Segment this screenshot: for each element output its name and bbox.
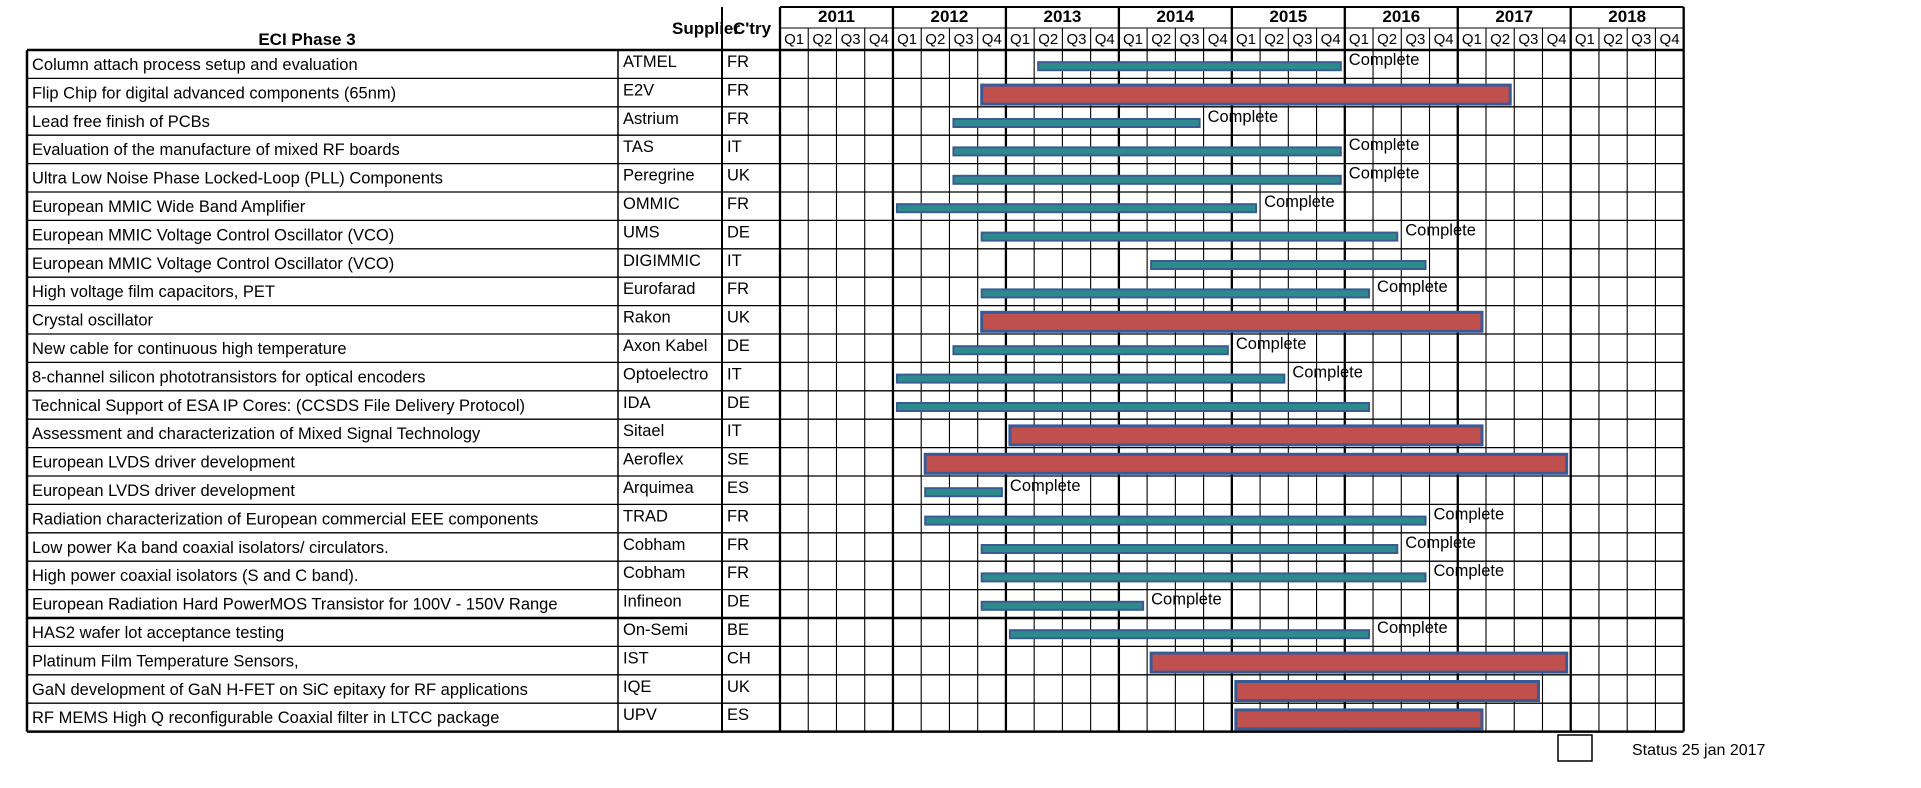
supplier-label: Arquimea: [623, 479, 694, 497]
supplier-label: IDA: [623, 393, 651, 412]
quarter-label: Q1: [1461, 31, 1482, 48]
gantt-bar: [982, 312, 1482, 331]
gantt-bar: [1038, 62, 1341, 70]
quarter-label: Q2: [1490, 31, 1511, 48]
status-label: Complete: [1377, 619, 1448, 637]
gantt-bar: [953, 176, 1340, 184]
gantt-bar: [1236, 710, 1482, 729]
status-label: Complete: [1207, 107, 1279, 126]
activity-label: European MMIC Voltage Control Oscillator (VCO): [32, 254, 395, 273]
country-label: UK: [727, 308, 750, 327]
supplier-label: ATMEL: [623, 53, 677, 71]
supplier-label: Sitael: [623, 422, 665, 441]
country-label: DE: [727, 337, 750, 355]
country-label: FR: [727, 81, 749, 100]
supplier-column-header: Supplier: [671, 19, 741, 38]
gantt-bar: [897, 375, 1284, 383]
country-label: DE: [727, 393, 750, 412]
gantt-bar: [897, 204, 1256, 212]
supplier-label: On-Semi: [623, 621, 689, 639]
activity-label: European MMIC Voltage Control Oscillator (VCO): [32, 226, 395, 245]
status-date: Status 25 jan 2017: [1632, 742, 1766, 759]
country-label: FR: [727, 280, 749, 299]
activity-label: GaN development of GaN H-FET on SiC epitaxy for RF applications: [32, 680, 528, 699]
activity-label: European MMIC Wide Band Amplifier: [32, 198, 306, 216]
activity-label: 8-channel silicon phototransistors for optical encoders: [32, 368, 426, 387]
supplier-label: UPV: [623, 706, 657, 725]
gantt-bar: [1010, 426, 1482, 445]
country-label: UK: [727, 677, 750, 696]
activity-label: Flip Chip for digital advanced components (65nm): [32, 84, 397, 103]
gantt-bar: [982, 602, 1143, 610]
activity-label: European LVDS driver development: [32, 453, 295, 472]
status-label: Complete: [1235, 335, 1307, 353]
quarter-label: Q1: [897, 31, 918, 48]
year-label: 2015: [1269, 7, 1308, 26]
activity-label: European Radiation Hard PowerMOS Transistor for 100V - 150V Range: [32, 595, 558, 614]
quarter-label: Q3: [1518, 31, 1539, 48]
status-marker-box: [1558, 735, 1592, 761]
activity-label: HAS2 wafer lot acceptance testing: [32, 624, 285, 642]
activity-label: New cable for continuous high temperature: [32, 340, 347, 358]
year-label: 2018: [1608, 7, 1647, 26]
quarter-label: Q2: [812, 31, 833, 48]
quarter-label: Q4: [1659, 31, 1680, 48]
status-label: Complete: [1405, 221, 1476, 240]
status-label: Complete: [1377, 278, 1448, 297]
supplier-label: Optoelectro: [623, 365, 709, 384]
gantt-bar: [982, 289, 1369, 297]
activity-label: RF MEMS High Q reconfigurable Coaxial filter in LTCC package: [32, 709, 500, 728]
country-label: FR: [727, 535, 749, 554]
country-label: IT: [727, 365, 742, 384]
status-label: Complete: [1348, 136, 1420, 155]
quarter-label: Q2: [1151, 31, 1172, 48]
activity-label: Low power Ka band coaxial isolators/ circulators.: [32, 538, 389, 557]
activity-label: European LVDS driver development: [32, 482, 295, 500]
status-label: Complete: [1348, 164, 1420, 183]
supplier-label: DIGIMMIC: [623, 251, 701, 270]
quarter-label: Q3: [1405, 31, 1426, 48]
gantt-bar: [897, 403, 1369, 411]
gantt-bar: [953, 119, 1199, 127]
quarter-label: Q2: [1264, 31, 1285, 48]
supplier-label: Infineon: [623, 592, 682, 611]
activity-label: Platinum Film Temperature Sensors,: [32, 652, 299, 671]
supplier-label: Rakon: [623, 308, 671, 327]
gantt-bar: [1010, 630, 1369, 638]
year-label: 2016: [1382, 7, 1421, 26]
gantt-bar: [925, 454, 1567, 473]
gantt-bar: [925, 488, 1002, 496]
country-label: FR: [727, 564, 749, 583]
status-label: Complete: [1292, 363, 1363, 382]
supplier-label: Axon Kabel: [623, 337, 708, 355]
country-label: SE: [727, 450, 750, 469]
year-label: 2017: [1495, 7, 1534, 26]
supplier-label: Eurofarad: [623, 280, 696, 299]
gantt-bar: [953, 346, 1227, 354]
quarter-label: Q1: [1348, 31, 1369, 48]
quarter-label: Q4: [868, 31, 889, 48]
country-label: FR: [727, 195, 749, 213]
gantt-bar: [1151, 261, 1425, 269]
gantt-bar: [982, 85, 1511, 104]
status-label: Complete: [1009, 477, 1081, 495]
year-label: 2011: [818, 7, 855, 26]
country-label: IT: [727, 251, 742, 270]
country-label: FR: [727, 507, 749, 526]
supplier-label: IST: [623, 649, 649, 668]
quarter-label: Q3: [1179, 31, 1200, 48]
quarter-label: Q3: [953, 31, 974, 48]
status-label: Complete: [1433, 562, 1505, 581]
year-label: 2012: [930, 7, 969, 26]
country-label: DE: [727, 592, 750, 611]
country-label: CH: [727, 649, 751, 668]
quarter-label: Q4: [1546, 31, 1567, 48]
quarter-label: Q1: [1235, 31, 1256, 48]
activity-label: Radiation characterization of European commercial EEE components: [32, 510, 539, 529]
supplier-label: E2V: [623, 81, 655, 100]
activity-label: Crystal oscillator: [32, 311, 154, 330]
quarter-label: Q1: [1574, 31, 1595, 48]
quarter-label: Q1: [1122, 31, 1144, 48]
year-label: 2013: [1043, 7, 1082, 26]
chart-title: ECI Phase 3: [258, 30, 356, 49]
supplier-label: IQE: [623, 677, 652, 696]
country-label: IT: [727, 138, 742, 157]
quarter-label: Q4: [1433, 31, 1454, 48]
country-column-header: C'try: [732, 19, 772, 38]
activity-label: High voltage film capacitors, PET: [32, 283, 276, 302]
activity-label: Assessment and characterization of Mixed Signal Technology: [32, 425, 481, 444]
year-label: 2014: [1156, 7, 1195, 26]
gantt-bar: [982, 545, 1398, 553]
gantt-bar: [982, 233, 1398, 241]
quarter-label: Q3: [840, 31, 861, 48]
gantt-bar: [953, 147, 1340, 155]
supplier-label: Peregrine: [623, 166, 695, 185]
country-label: UK: [727, 166, 750, 185]
country-label: ES: [727, 706, 750, 725]
gantt-bar: [1151, 653, 1567, 672]
quarter-label: Q4: [1320, 31, 1341, 48]
supplier-label: Cobham: [623, 564, 686, 583]
supplier-label: Cobham: [623, 535, 686, 554]
supplier-label: Astrium: [623, 109, 679, 128]
quarter-label: Q4: [981, 31, 1002, 48]
country-label: IT: [727, 422, 742, 441]
quarter-label: Q2: [1603, 31, 1624, 48]
gantt-bar: [1236, 682, 1539, 701]
quarter-label: Q2: [925, 31, 946, 48]
quarter-label: Q3: [1292, 31, 1313, 48]
activity-label: Evaluation of the manufacture of mixed RF boards: [32, 141, 400, 160]
country-label: FR: [727, 109, 749, 128]
country-label: BE: [727, 621, 750, 639]
country-label: DE: [727, 223, 750, 242]
quarter-label: Q2: [1377, 31, 1398, 48]
quarter-label: Q1: [784, 31, 805, 48]
activity-label: Ultra Low Noise Phase Locked-Loop (PLL) Components: [32, 169, 443, 188]
country-label: FR: [727, 53, 749, 71]
quarter-label: Q3: [1631, 31, 1652, 48]
gantt-bar: [982, 573, 1426, 581]
quarter-label: Q1: [1010, 31, 1031, 48]
supplier-label: TAS: [623, 138, 654, 157]
status-label: Complete: [1433, 505, 1505, 524]
status-label: Complete: [1405, 533, 1476, 552]
quarter-label: Q2: [1038, 31, 1059, 48]
status-label: Complete: [1348, 51, 1420, 69]
quarter-label: Q3: [1066, 31, 1087, 48]
status-label: Complete: [1264, 193, 1335, 211]
gantt-bar: [925, 517, 1425, 525]
quarter-label: Q4: [1207, 31, 1228, 48]
supplier-label: TRAD: [623, 507, 668, 526]
country-label: ES: [727, 479, 750, 497]
activity-label: High power coaxial isolators (S and C band).: [32, 567, 359, 586]
activity-label: Lead free finish of PCBs: [32, 112, 210, 131]
quarter-label: Q4: [1094, 31, 1115, 48]
activity-label: Technical Support of ESA IP Cores: (CCSDS File Delivery Protocol): [32, 396, 526, 415]
activity-label: Column attach process setup and evaluation: [32, 56, 358, 74]
supplier-label: OMMIC: [623, 195, 680, 213]
supplier-label: Aeroflex: [623, 450, 684, 469]
status-label: Complete: [1151, 590, 1222, 609]
supplier-label: UMS: [623, 223, 660, 242]
